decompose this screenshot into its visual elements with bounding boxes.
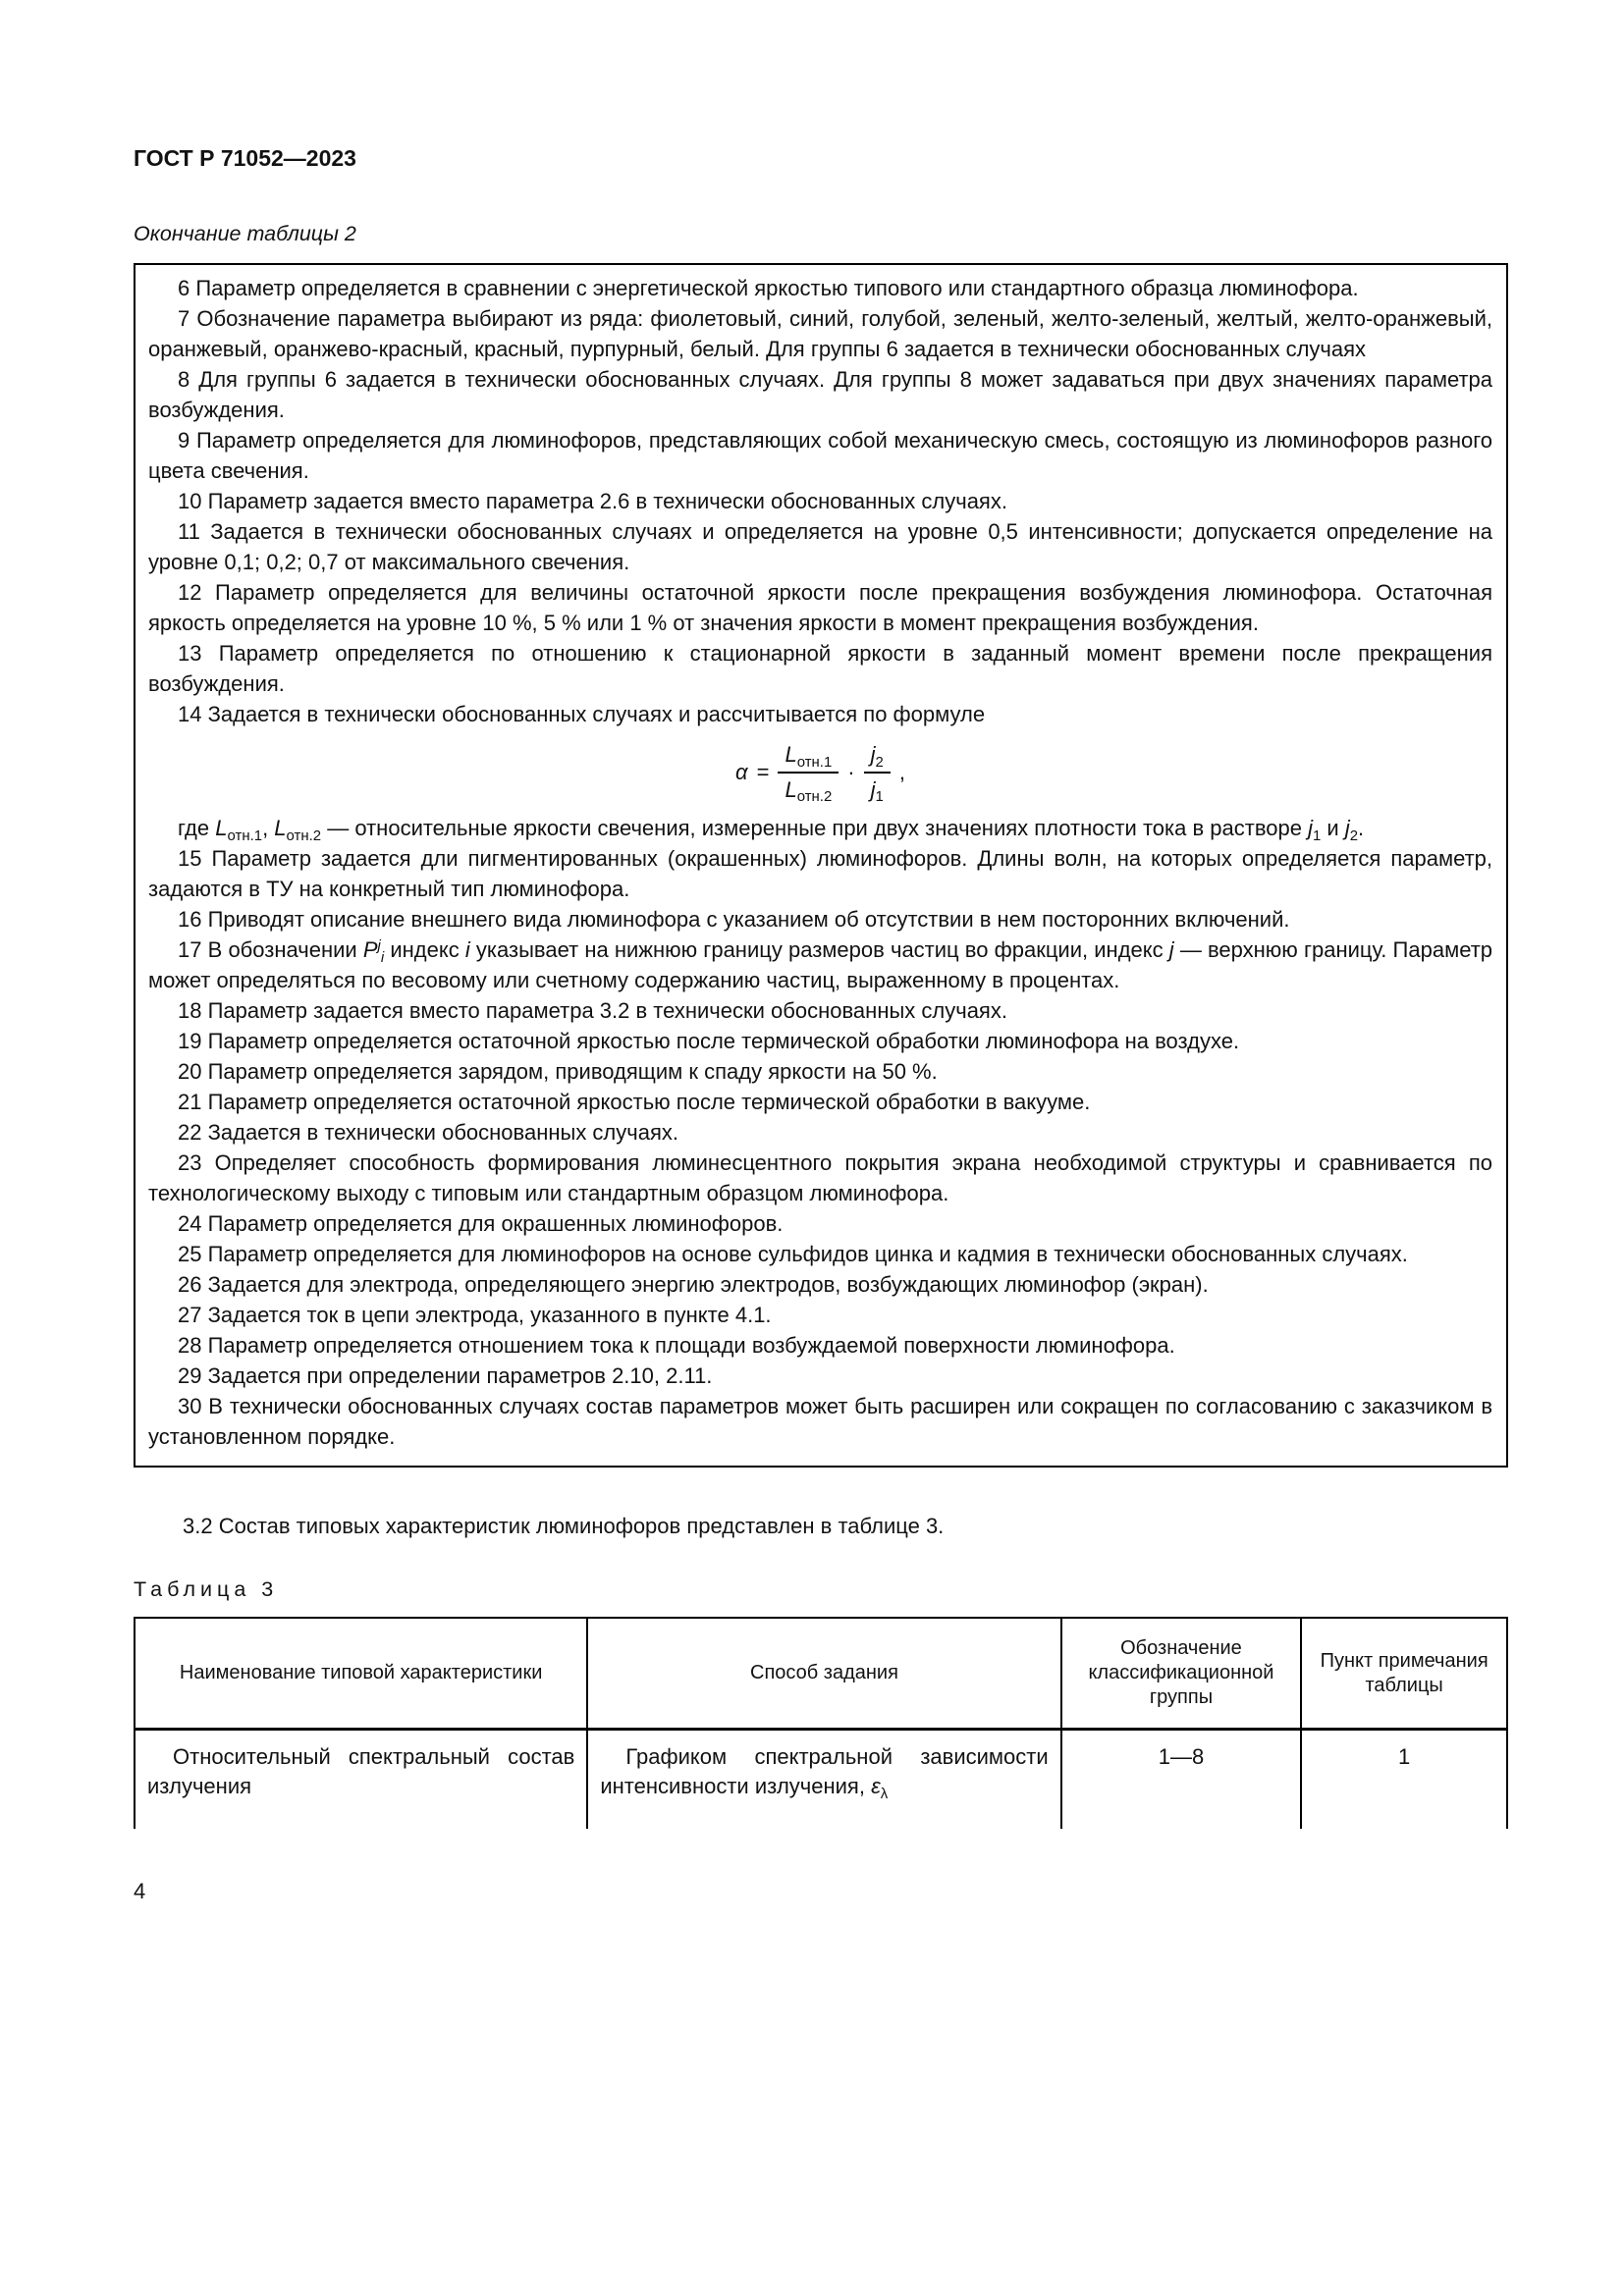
note-16: 16 Приводят описание внешнего вида люминофора с указанием об отсутствии в нем посторонних включений. — [178, 907, 1290, 932]
fraction-numerator: $L_{отн.1}$ — [778, 741, 839, 774]
note-23: 23 Определяет способность формирования люминесцентного покрытия экрана необходимой структуры и сравнивается по технологическому выходу с типовым или стандартным образцом люминофора. — [148, 1150, 1492, 1205]
fraction-denominator: $L_{отн.2}$ — [785, 776, 833, 806]
note-22: 22 Задается в технически обоснованных случаях. — [178, 1120, 678, 1145]
note-26: 26 Задается для электрода, определяющего энергию электродов, возбуждающих люминофор (экран). — [178, 1272, 1209, 1297]
method-text: Графиком спектральной зависимости интенсивности излучения, $\varepsilon_\lambda$ — [600, 1744, 1049, 1802]
table3 — [134, 1617, 1508, 1829]
note-11: 11 Задается в технически обоснованных случаях и определяется на уровне 0,5 интенсивности; допускается определение на уровне 0,1; 0,2; 0,7 от максимального свечения. — [148, 519, 1492, 574]
note-30: 30 В технически обоснованных случаях состав параметров может быть расширен или сокращен по согласованию с заказчиком в установленном порядке. — [148, 1394, 1492, 1449]
note-29: 29 Задается при определении параметров 2.10, 2.11. — [178, 1363, 713, 1388]
note-15: 15 Параметр задается дли пигментированных (окрашенных) люминофоров. Длины волн, на которых определяется параметр, задаются в ТУ на конкретный тип люминофора. — [148, 846, 1492, 901]
note-6: 6 Параметр определяется в сравнении с энергетической яркостью типового или стандартного образца люминофора. — [178, 276, 1359, 300]
note-17: 17 В обозначении $P^j_i$ индекс i указывает на нижнюю границу размеров частиц во фракции, индекс j — верхнюю границу. Параметр может определяться по весовому или счетному содержанию частиц, выраженному в процентах. — [148, 936, 1493, 992]
table3-header-row — [135, 1618, 1507, 1730]
multiplication-dot: · — [847, 759, 855, 784]
column-header-note-reference: Пункт примечания таблицы — [1301, 1618, 1507, 1730]
note-14: 14 Задается в технически обоснованных случаях и рассчитывается по формуле — [178, 702, 986, 726]
alpha-formula — [735, 741, 905, 806]
note-24: 24 Параметр определяется для окрашенных люминофоров. — [178, 1211, 784, 1236]
cell-characteristic-name — [135, 1730, 587, 1830]
note-12: 12 Параметр определяется для величины остаточной яркости после прекращения возбуждения люминофора. Остаточная яркость определяется на уровне 10 %, 5 % или 1 % от значения яркости в момент прекращения возбуждения. — [148, 580, 1492, 635]
note-where-clause: где $L_{отн.1}$, $L_{отн.2}$ — относительные яркости свечения, измеренные при двух значениях плотности тока в растворе $j_1$ и $j_2$. — [178, 816, 1365, 844]
column-header-classification-group: Обозначение классификационной группы — [1061, 1618, 1302, 1730]
table2-notes-box — [134, 263, 1508, 1468]
note-27: 27 Задается ток в цепи электрода, указанного в пункте 4.1. — [178, 1303, 772, 1327]
equals-sign: = — [756, 759, 770, 784]
section-3-2-paragraph: 3.2 Состав типовых характеристик люминофоров представлен в таблице 3. — [183, 1514, 945, 1538]
fraction-current-density — [864, 741, 891, 806]
document-code: ГОСТ Р 71052—2023 — [134, 145, 356, 171]
note-20: 20 Параметр определяется зарядом, приводящим к спаду яркости на 50 %. — [178, 1059, 938, 1084]
column-header-characteristic-name: Наименование типовой характеристики — [135, 1618, 587, 1730]
formula-alpha-symbol: α — [735, 759, 748, 784]
formula-block — [148, 729, 1492, 813]
note-10: 10 Параметр задается вместо параметра 2.6 в технически обоснованных случаях. — [178, 489, 1007, 513]
note-18: 18 Параметр задается вместо параметра 3.2 в технически обоснованных случаях. — [178, 998, 1007, 1023]
note-8: 8 Для группы 6 задается в технически обоснованных случаях. Для группы 8 может задаваться при двух значениях параметра возбуждения. — [148, 367, 1492, 422]
table3-caption: Таблица 3 — [134, 1577, 279, 1601]
page-number: 4 — [134, 1879, 146, 1903]
note-7: 7 Обозначение параметра выбирают из ряда: фиолетовый, синий, голубой, зеленый, желто-зеленый, желтый, желто-оранжевый, оранжевый, оранжево-красный, красный, пурпурный, белый. Для группы 6 задается в технически обоснованных случаях — [148, 306, 1492, 361]
note-19: 19 Параметр определяется остаточной яркостью после термической обработки люминофора на воздухе. — [178, 1029, 1240, 1053]
note-25: 25 Параметр определяется для люминофоров на основе сульфидов цинка и кадмия в технически обоснованных случаях. — [178, 1242, 1408, 1266]
note-13: 13 Параметр определяется по отношению к стационарной яркости в заданный момент времени после прекращения возбуждения. — [148, 641, 1492, 696]
formula-comma: , — [898, 759, 905, 784]
table-row — [135, 1730, 1507, 1830]
column-header-method: Способ задания — [587, 1618, 1060, 1730]
cell-note-reference: 1 — [1301, 1730, 1507, 1830]
fraction-numerator: $j_2$ — [864, 741, 891, 774]
cell-classification-group: 1—8 — [1061, 1730, 1302, 1830]
fraction-relative-luminance — [778, 741, 839, 806]
note-28: 28 Параметр определяется отношением тока к площади возбуждаемой поверхности люминофора. — [178, 1333, 1175, 1358]
fraction-denominator: $j_1$ — [870, 776, 884, 806]
note-9: 9 Параметр определяется для люминофоров, представляющих собой механическую смесь, состоящую из люминофоров разного цвета свечения. — [148, 428, 1492, 483]
characteristic-name-text: Относительный спектральный состав излучения — [147, 1744, 575, 1798]
cell-method — [587, 1730, 1060, 1830]
table2-continuation-caption: Окончание таблицы 2 — [134, 222, 356, 245]
note-21: 21 Параметр определяется остаточной яркостью после термической обработки в вакууме. — [178, 1090, 1091, 1114]
